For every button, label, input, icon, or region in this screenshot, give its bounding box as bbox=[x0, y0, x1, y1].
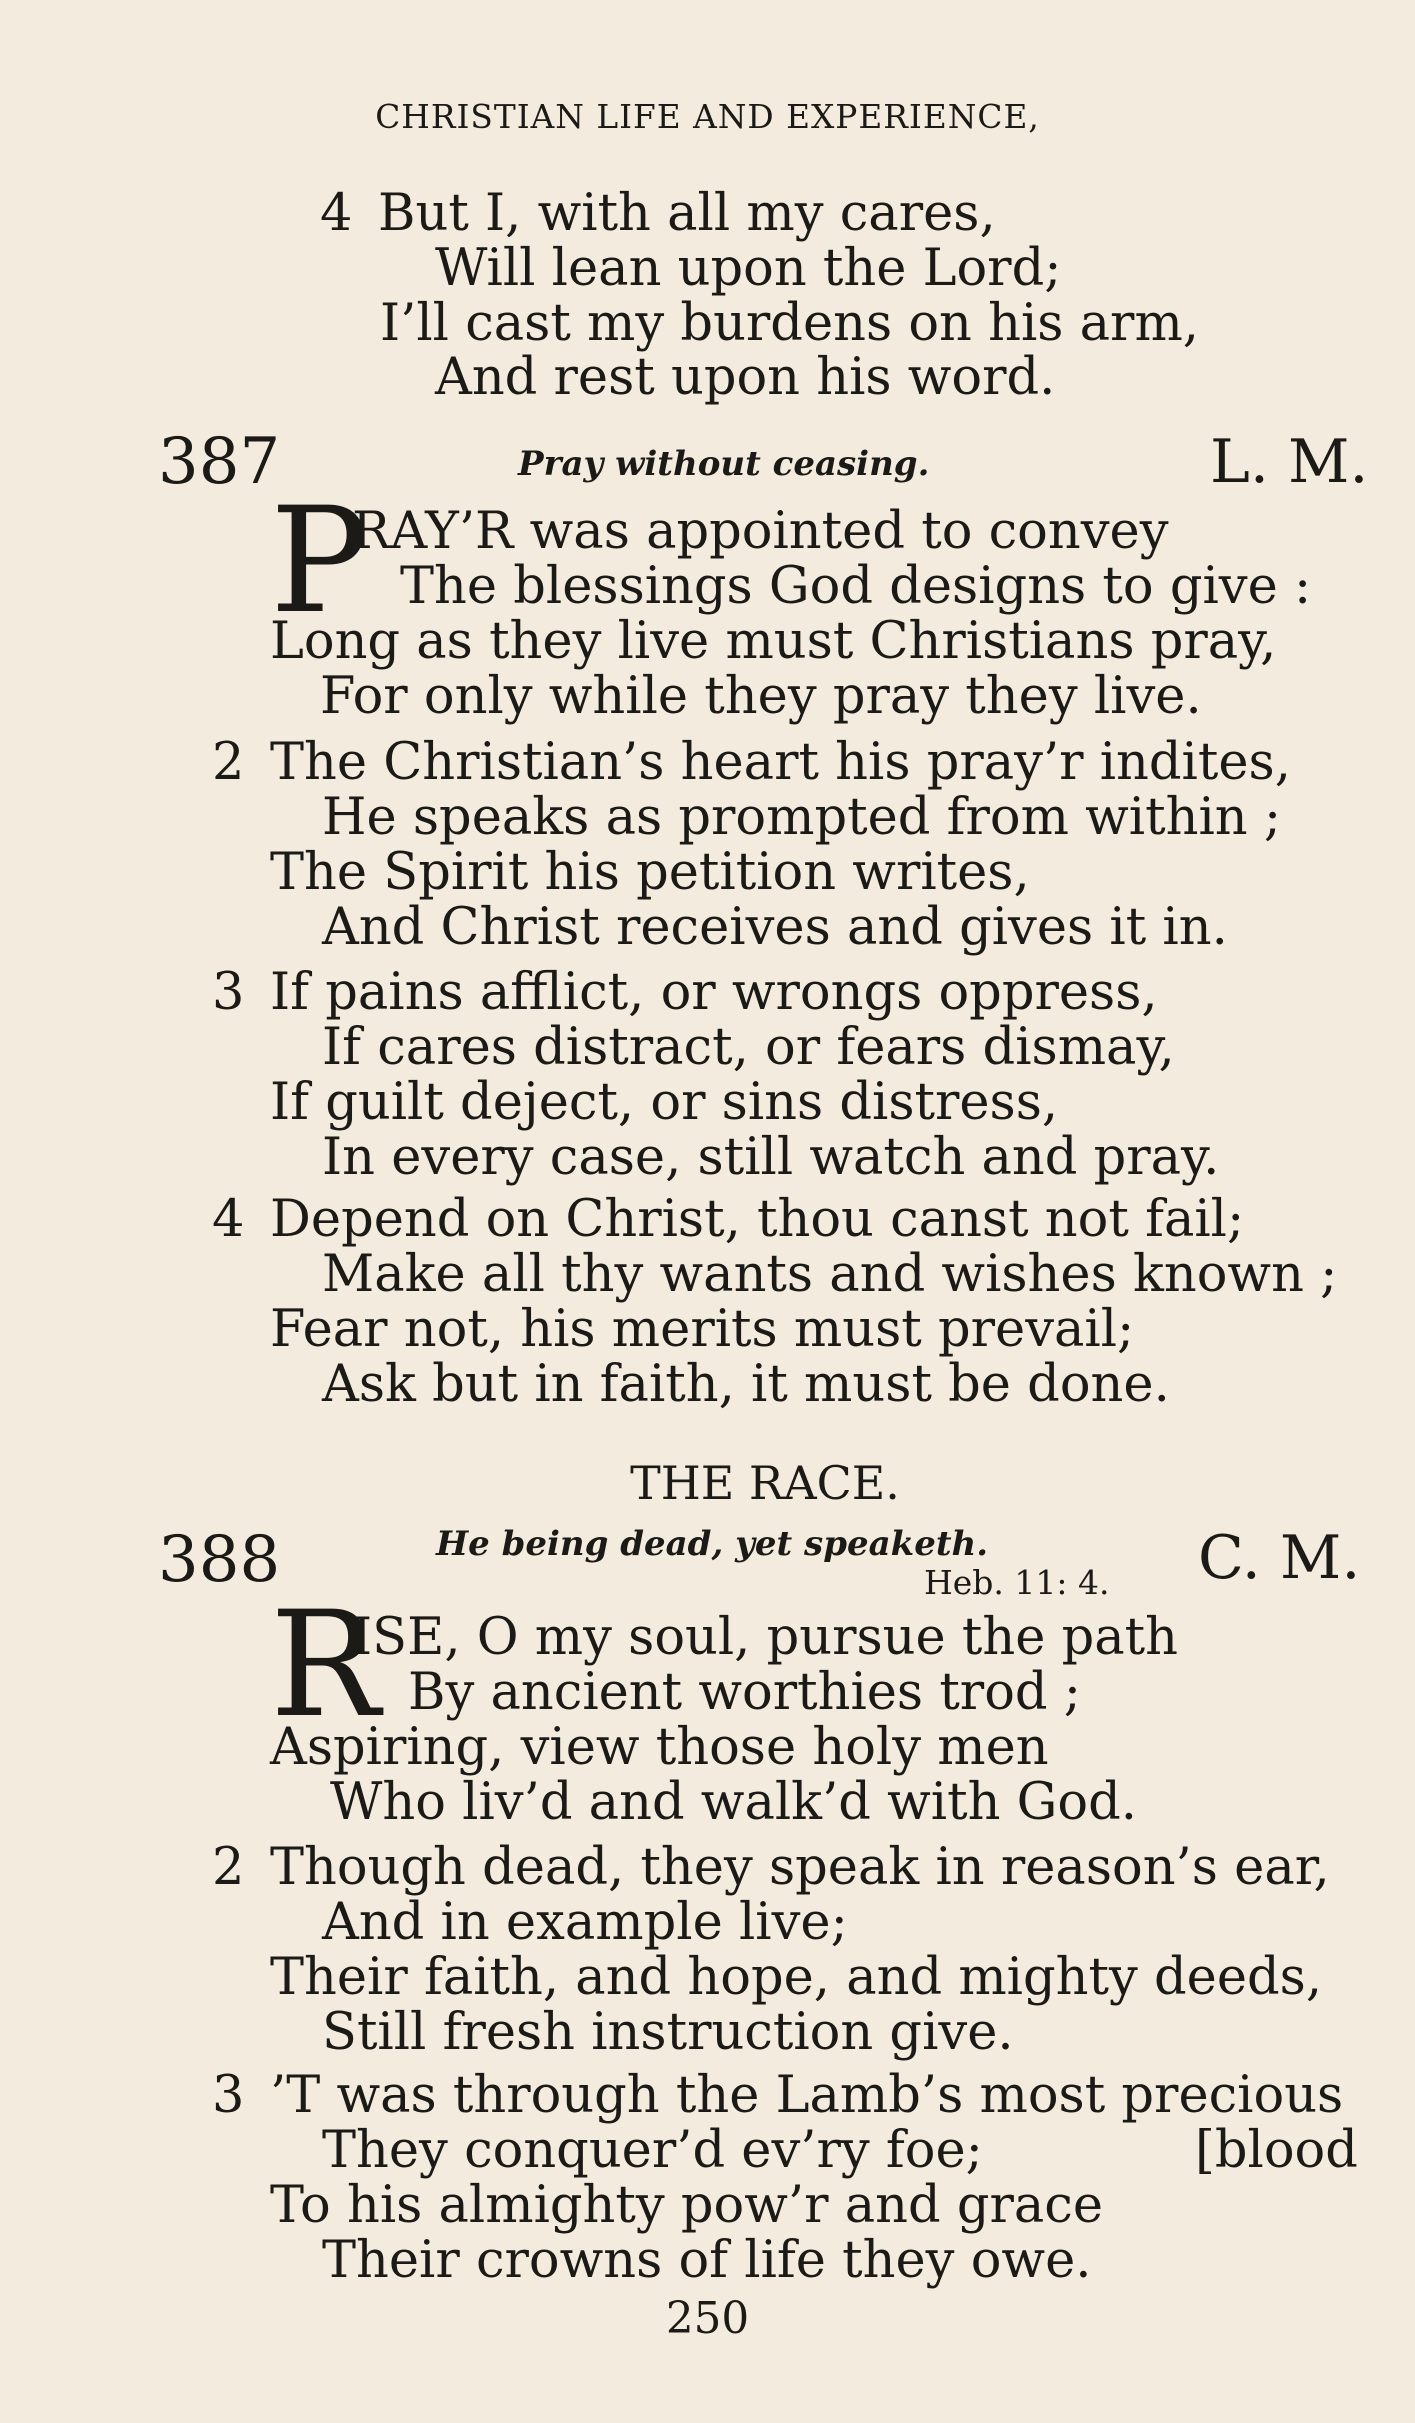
verse-line: The blessings God designs to give : bbox=[400, 557, 1312, 616]
stanza-number: 4 bbox=[320, 184, 353, 243]
stanza-number: 3 bbox=[212, 963, 245, 1022]
hymn-number: 387 bbox=[158, 425, 281, 499]
verse-line: Who liv’d and walk’d with God. bbox=[330, 1773, 1137, 1832]
page-number: 250 bbox=[665, 2293, 750, 2344]
verse-line: He speaks as prompted from within ; bbox=[322, 788, 1282, 847]
verse-line: If guilt deject, or sins distress, bbox=[270, 1073, 1059, 1132]
verse-line: Though dead, they speak in reason’s ear, bbox=[270, 1838, 1330, 1897]
verse-line: By ancient worthies trod ; bbox=[408, 1663, 1081, 1722]
hymn-subtitle: He being dead, yet speaketh. bbox=[436, 1524, 989, 1564]
verse-line: I’ll cast my burdens on his arm, bbox=[380, 294, 1200, 353]
verse-line: Ask but in faith, it must be done. bbox=[322, 1355, 1170, 1414]
verse-line: Still fresh instruction give. bbox=[322, 2003, 1014, 2062]
hymn-meter: C. M. bbox=[1198, 1523, 1361, 1593]
verse-line: Fear not, his merits must prevail; bbox=[270, 1300, 1135, 1359]
verse-line: ISE, O my soul, pursue the path bbox=[352, 1608, 1179, 1667]
hymn-subtitle: Pray without ceasing. bbox=[518, 444, 930, 484]
hymn-meter: L. M. bbox=[1210, 427, 1369, 497]
verse-line: The Spirit his petition writes, bbox=[270, 843, 1030, 902]
verse-turnover: [blood bbox=[1195, 2121, 1358, 2180]
verse-line: If pains afflict, or wrongs oppress, bbox=[270, 963, 1158, 1022]
verse-line: But I, with all my cares, bbox=[378, 184, 996, 243]
verse-line: If cares distract, or fears dismay, bbox=[322, 1018, 1175, 1077]
stanza-number: 4 bbox=[212, 1190, 245, 1249]
verse-line: And rest upon his word. bbox=[435, 348, 1056, 407]
section-heading: THE RACE. bbox=[630, 1456, 900, 1510]
hymn-number: 388 bbox=[158, 1523, 281, 1597]
scripture-reference: Heb. 11: 4. bbox=[924, 1563, 1110, 1602]
verse-line: RAY’R was appointed to convey bbox=[352, 502, 1169, 561]
verse-line: Will lean upon the Lord; bbox=[435, 239, 1062, 298]
verse-line: And Christ receives and gives it in. bbox=[322, 898, 1228, 957]
drop-cap: P bbox=[270, 476, 369, 646]
verse-line: Make all thy wants and wishes known ; bbox=[322, 1245, 1338, 1304]
verse-line: For only while they pray they live. bbox=[320, 667, 1202, 726]
stanza-number: 3 bbox=[212, 2066, 245, 2125]
drop-cap: R bbox=[270, 1580, 380, 1750]
stanza-number: 2 bbox=[212, 1838, 245, 1897]
verse-line: The Christian’s heart his pray’r indites, bbox=[270, 733, 1291, 792]
verse-line: ’T was through the Lamb’s most precious bbox=[270, 2066, 1344, 2125]
verse-line: Their crowns of life they owe. bbox=[322, 2231, 1092, 2290]
verse-line: Aspiring, view those holy men bbox=[270, 1718, 1049, 1777]
verse-line: In every case, still watch and pray. bbox=[322, 1128, 1220, 1187]
verse-line: Depend on Christ, thou canst not fail; bbox=[270, 1190, 1245, 1249]
verse-line: To his almighty pow’r and grace bbox=[270, 2176, 1104, 2235]
verse-line: They conquer’d ev’ry foe; bbox=[322, 2121, 983, 2180]
verse-line: And in example live; bbox=[322, 1893, 848, 1952]
stanza-number: 2 bbox=[212, 733, 245, 792]
verse-line: Long as they live must Christians pray, bbox=[270, 612, 1277, 671]
verse-line: Their faith, and hope, and mighty deeds, bbox=[270, 1948, 1323, 2007]
running-head: CHRISTIAN LIFE AND EXPERIENCE, bbox=[375, 98, 1040, 136]
